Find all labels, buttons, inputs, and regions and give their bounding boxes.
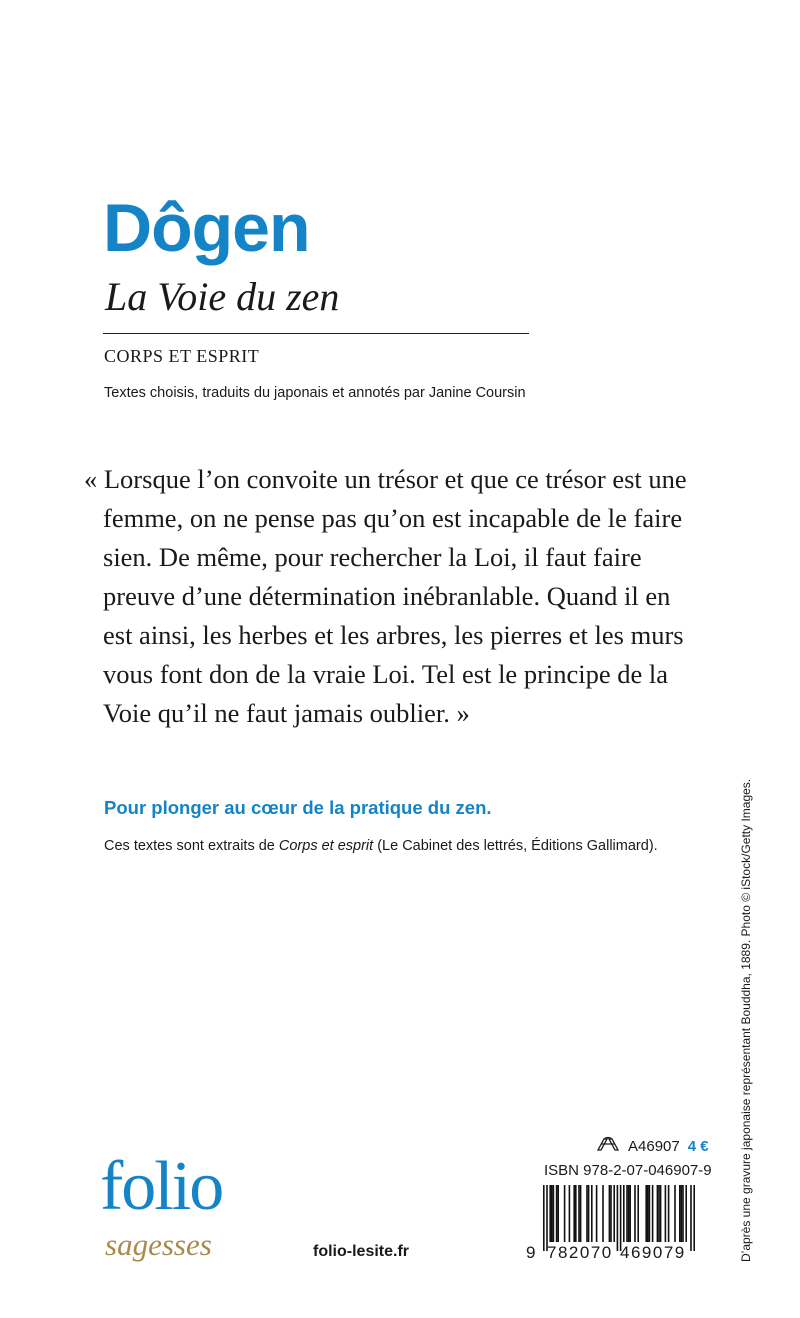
barcode-bar: [628, 1185, 630, 1242]
barcode-bar: [578, 1185, 580, 1242]
folio-logo: folio: [100, 1148, 223, 1225]
barcode-bar: [645, 1185, 647, 1242]
barcode-bar: [617, 1185, 619, 1251]
barcode-bar: [682, 1185, 684, 1242]
barcode-bar: [557, 1185, 559, 1242]
barcode-bar: [674, 1185, 676, 1242]
barcode-group-right: 469079: [620, 1243, 686, 1262]
barcode-bar: [551, 1185, 553, 1242]
barcode-bar: [596, 1185, 598, 1242]
barcode-bar: [602, 1185, 604, 1242]
barcode-bar: [623, 1185, 625, 1242]
barcode-bar: [657, 1185, 659, 1242]
barcode-bar: [626, 1185, 628, 1242]
collection-name: sagesses: [105, 1227, 212, 1262]
barcode-bar: [620, 1185, 622, 1251]
book-subtitle: CORPS ET ESPRIT: [104, 346, 260, 366]
barcode-bar: [665, 1185, 667, 1242]
barcode-bar: [660, 1185, 662, 1242]
barcode-bar: [564, 1185, 566, 1242]
quote-line: vous font don de la vraie Loi. Tel est le principe de la: [103, 659, 669, 689]
price: 4 €: [687, 1137, 709, 1155]
barcode: [523, 1185, 698, 1265]
tagline: Pour plonger au cœur de la pratique du zen.: [104, 797, 492, 818]
source-prefix: Ces textes sont extraits de: [104, 838, 279, 854]
barcode-bar: [634, 1185, 636, 1242]
translation-credits: Textes choisis, traduits du japonais et annotés par Janine Coursin: [104, 385, 526, 401]
barcode-bar: [588, 1185, 590, 1242]
source-note: [104, 836, 658, 856]
website-link[interactable]: folio-lesite.fr: [313, 1243, 410, 1260]
barcode-bar: [586, 1185, 588, 1242]
barcode-group-left: 782070: [547, 1243, 613, 1262]
quote-line: est ainsi, les herbes et les arbres, les pierres et les murs: [103, 620, 684, 650]
barcode-bar: [580, 1185, 582, 1242]
quote-line: Voie qu’il ne faut jamais oublier. »: [103, 698, 470, 728]
barcode-bar: [658, 1185, 660, 1242]
product-code: A46907: [628, 1137, 680, 1155]
barcode-bar: [652, 1185, 654, 1242]
barcode-bar: [569, 1185, 571, 1242]
barcode-bar: [556, 1185, 558, 1242]
barcode-bar: [679, 1185, 681, 1242]
barcode-bar: [637, 1185, 639, 1242]
image-credit: D’après une gravure japonaise représentant Bouddha, 1889. Photo © iStock/Getty Images.: [739, 778, 753, 1262]
barcode-bar: [609, 1185, 611, 1242]
gallimard-emblem-icon: [596, 1136, 620, 1156]
title-rule: [103, 333, 529, 334]
barcode-first-digit: 9: [526, 1243, 536, 1262]
quote-line: « Lorsque l’on convoite un trésor et que ce trésor est une: [84, 464, 687, 494]
book-title: La Voie du zen: [105, 274, 340, 319]
barcode-bar: [693, 1185, 695, 1251]
barcode-bar: [613, 1185, 615, 1242]
barcode-bar: [668, 1185, 670, 1242]
barcode-bar: [553, 1185, 555, 1242]
quote-block: [84, 460, 724, 733]
source-work-title: Corps et esprit: [278, 838, 374, 854]
barcode-bar: [647, 1185, 649, 1242]
barcode-bar: [690, 1185, 692, 1251]
barcode-bar: [629, 1185, 631, 1242]
barcode-bar: [546, 1185, 548, 1251]
barcode-bar: [685, 1185, 687, 1242]
quote-line: sien. De même, pour rechercher la Loi, il faut faire: [103, 542, 642, 572]
quote-line: femme, on ne pense pas qu’on est incapable de le faire: [103, 503, 683, 533]
barcode-bar: [575, 1185, 577, 1242]
quote-line: preuve d’une détermination inébranlable. Quand il en: [103, 581, 671, 611]
barcode-bar: [573, 1185, 575, 1242]
barcode-bar: [649, 1185, 651, 1242]
isbn-label: ISBN 978-2-07-046907-9: [544, 1162, 712, 1179]
source-suffix: (Le Cabinet des lettrés, Éditions Gallimard).: [373, 838, 658, 854]
barcode-bar: [543, 1185, 545, 1251]
barcode-bar: [591, 1185, 593, 1242]
barcode-bar: [681, 1185, 683, 1242]
author-name: Dôgen: [103, 190, 310, 266]
product-code-row: [596, 1136, 709, 1156]
barcode-bar: [549, 1185, 551, 1242]
barcode-bar: [610, 1185, 612, 1242]
